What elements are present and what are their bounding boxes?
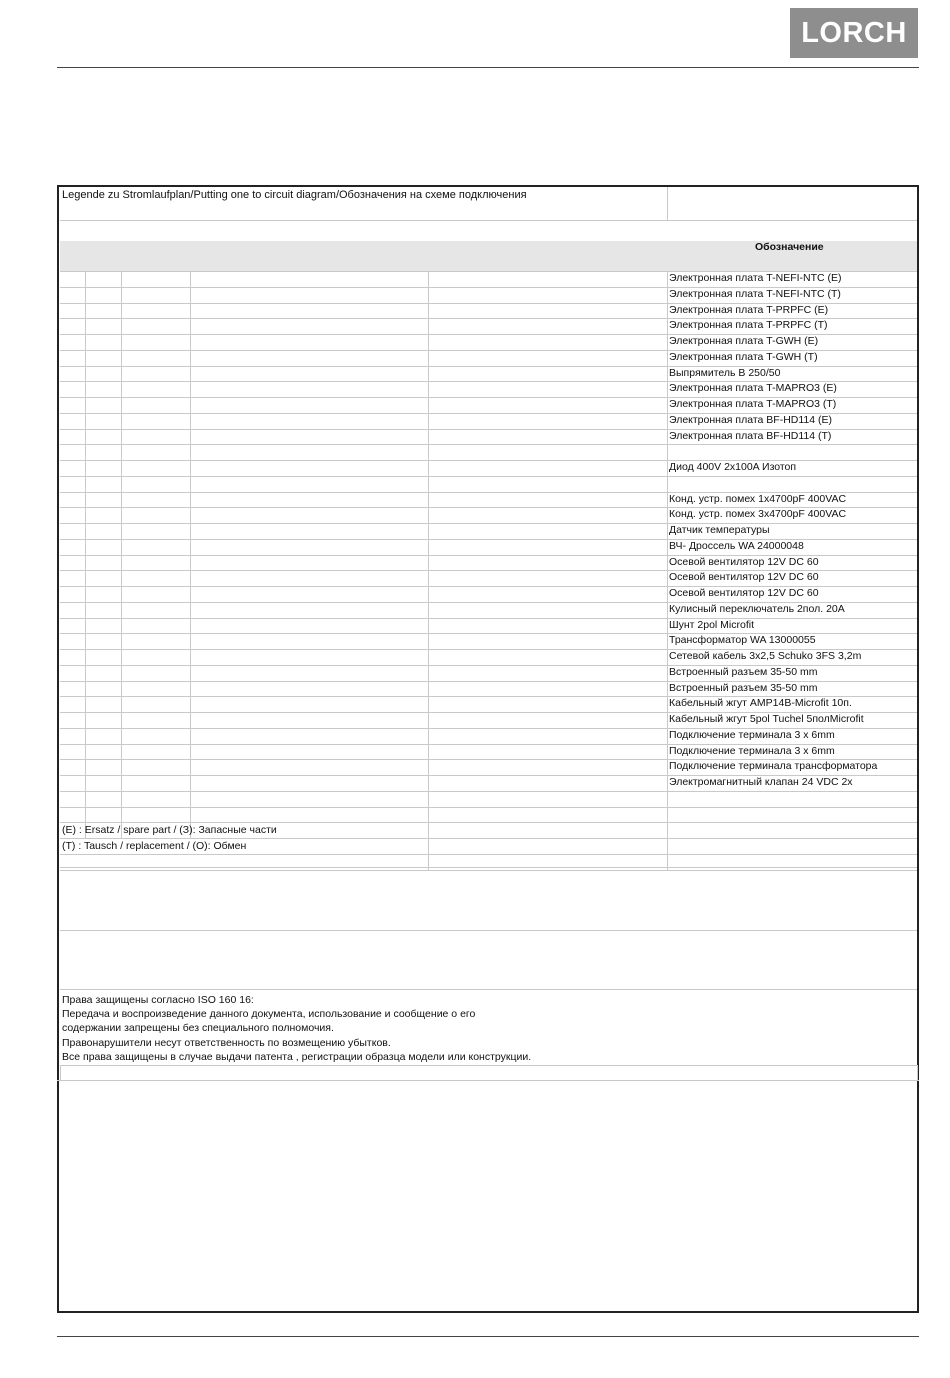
column-divider [85, 271, 86, 838]
row-divider [60, 822, 917, 823]
designation-item: Электронная плата T-MAPRO3 (E) [669, 382, 837, 394]
rights-line: Правонарушители несут ответственность по возмещению убытков. [62, 1036, 391, 1049]
section-divider [60, 867, 917, 868]
note-replacement: (T) : Tausch / replacement / (О): Обмен [62, 840, 247, 852]
designation-item: Электромагнитный клапан 24 VDC 2x [669, 776, 853, 788]
designation-item: Подключение терминала 3 x 6mm [669, 745, 835, 757]
designation-item: Подключение терминала 3 x 6mm [669, 729, 835, 741]
designation-column-header: Обозначение [755, 241, 824, 253]
designation-item: Кабельный жгут 5pol Tuchel 5полMicrofit [669, 713, 864, 725]
rights-line: Все права защищены в случае выдачи патента , регистрации образца модели или конструкции. [62, 1050, 532, 1063]
designation-item: Электронная плата T-MAPRO3 (T) [669, 398, 837, 410]
designation-item: Выпрямитель B 250/50 [669, 367, 781, 379]
row-divider [60, 870, 917, 871]
designation-item: Электронная плата BF-HD114 (E) [669, 414, 833, 426]
section-divider [60, 930, 917, 931]
designation-item: Диод 400V 2x100A Изотоп [669, 461, 797, 473]
designation-item: Конд. устр. помех 1x4700pF 400VAC [669, 493, 847, 505]
designation-item: Кулисный переключатель 2пол. 20A [669, 603, 845, 615]
header-divider [60, 220, 917, 221]
designation-item: Встроенный разъем 35-50 mm [669, 682, 818, 694]
frame-inner-divider [57, 1080, 919, 1081]
row-divider [60, 618, 917, 619]
designation-item: Конд. устр. помех 3x4700pF 400VAC [669, 508, 847, 520]
row-divider [60, 791, 917, 792]
frame-inner-edge [60, 1065, 61, 1080]
designation-item: Датчик температуры [669, 524, 770, 536]
footer-rule [57, 1336, 919, 1337]
designation-item: Подключение терминала трансформатора [669, 760, 878, 772]
column-divider [190, 271, 191, 838]
copyright-notice [62, 993, 531, 1064]
title-column-divider [667, 187, 668, 220]
rights-line: Права защищены согласно ISO 160 16: [62, 994, 254, 1006]
note-spare-part: (E) : Ersatz / spare part / (З): Запасные части [62, 824, 277, 836]
designation-item: Трансформатор WA 13000055 [669, 634, 816, 646]
lorch-logo: LORCH [790, 8, 918, 58]
designation-item: Сетевой кабель 3x2,5 Schuko 3FS 3,2m [669, 650, 862, 662]
designation-column-divider [667, 271, 668, 870]
designation-item: Кабельный жгут AMP14B-Microfit 10п. [669, 697, 852, 709]
row-divider [60, 476, 917, 477]
designation-item: Электронная плата T-NEFI-NTC (E) [669, 272, 842, 284]
designation-item: Электронная плата T-PRPFC (T) [669, 319, 828, 331]
designation-item: ВЧ- Дроссель WA 24000048 [669, 540, 804, 552]
designation-item: Шунт 2pol Microfit [669, 619, 754, 631]
designation-item: Электронная плата T-GWH (E) [669, 335, 819, 347]
section-divider [60, 989, 917, 990]
designation-item: Электронная плата T-PRPFC (E) [669, 304, 829, 316]
designation-item: Электронная плата T-NEFI-NTC (T) [669, 288, 841, 300]
column-divider [121, 271, 122, 838]
row-divider [60, 366, 917, 367]
section-divider [60, 1065, 917, 1066]
row-divider [60, 854, 917, 855]
rights-line: содержании запрещены без специального полномочия. [62, 1022, 334, 1035]
row-divider [60, 807, 917, 808]
designation-item: Электронная плата BF-HD114 (T) [669, 430, 832, 442]
legend-title: Legende zu Stromlaufplan/Putting one to circuit diagram/Обозначения на схеме подключения [62, 189, 527, 201]
designation-item: Встроенный разъем 35-50 mm [669, 666, 818, 678]
designation-item: Осевой вентилятор 12V DC 60 [669, 587, 819, 599]
designation-item: Электронная плата T-GWH (T) [669, 351, 818, 363]
row-divider [60, 444, 917, 445]
row-divider [60, 523, 917, 524]
column-divider [428, 271, 429, 870]
rights-line: Передача и воспроизведение данного документа, использование и сообщение о его [62, 1008, 476, 1021]
designation-item: Осевой вентилятор 12V DC 60 [669, 556, 819, 568]
designation-item: Осевой вентилятор 12V DC 60 [669, 571, 819, 583]
frame-inner-edge [917, 1065, 918, 1080]
header-rule [57, 67, 919, 68]
row-divider [60, 838, 917, 839]
